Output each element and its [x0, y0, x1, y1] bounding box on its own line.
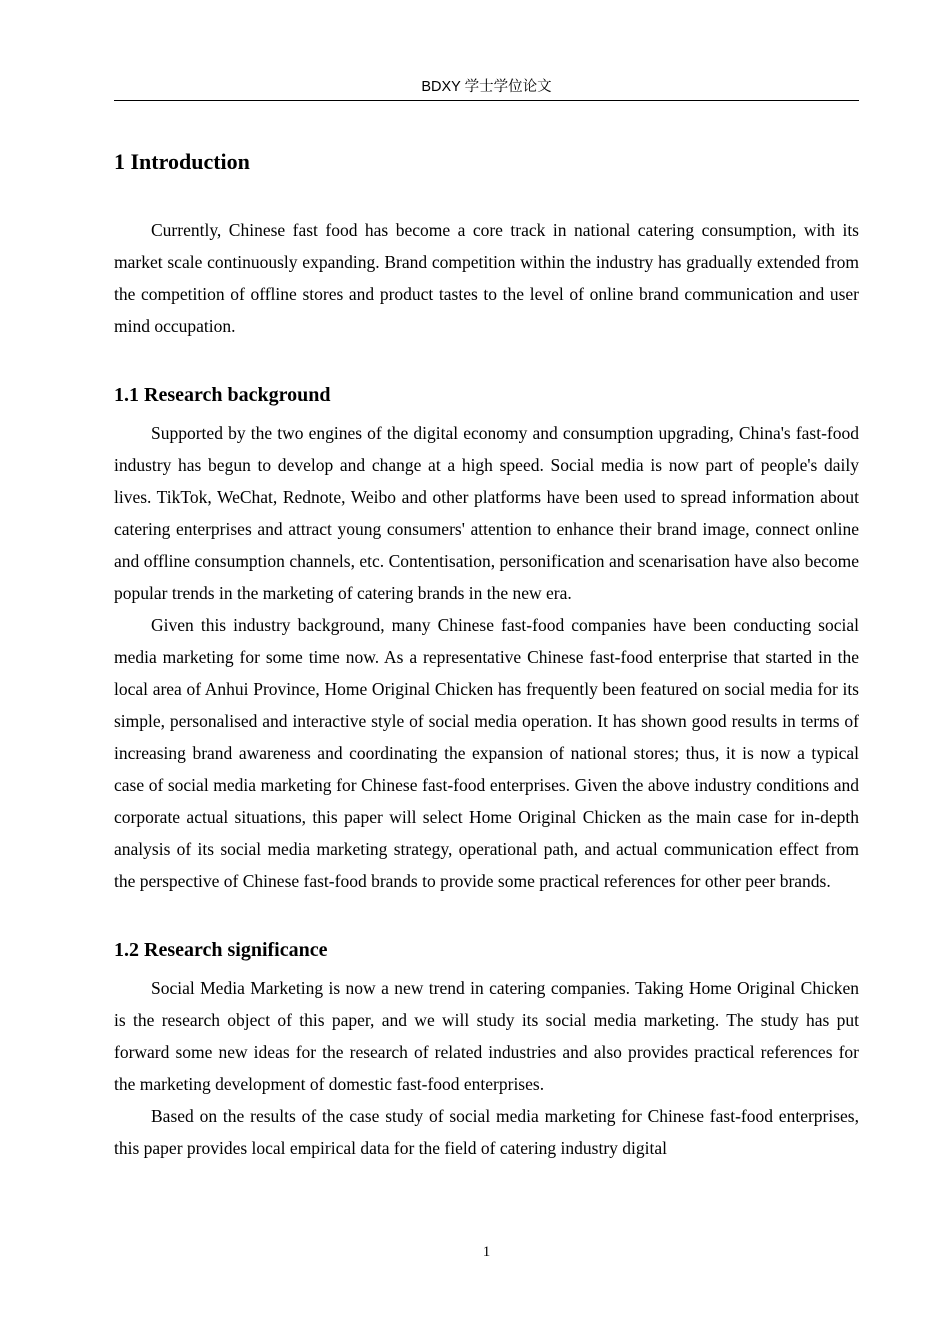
significance-paragraph-2: Based on the results of the case study of social media marketing for Chinese fast-food enterprises, this paper provides local empirical data for the field of catering industry digital	[114, 1106, 859, 1158]
background-paragraph-1: Supported by the two engines of the digital economy and consumption upgrading, China's fast-food industry has begun to develop and change at a high speed. Social media is now part of people's daily lives. TikTok, WeChat, Rednote, Weibo and other platforms have been used to spread information about catering enterprises and attract young consumers' attention to enhance their brand image, connect online and offline consumption channels, etc. Contentisation, personification and scenarisation have also become popular trends in the marketing of catering brands in the new era.	[114, 423, 859, 603]
page-body	[114, 146, 859, 1164]
page-header: BDXY 学士学位论文	[421, 79, 552, 95]
chapter-paragraph: Currently, Chinese fast food has become a core track in national catering consumption, with its market scale continuously expanding. Brand competition within the industry has gradually extended from the competition of offline stores and product tastes to the level of online brand communication and user mind occupation.	[114, 220, 859, 336]
significance-paragraph-1: Social Media Marketing is now a new trend in catering companies. Taking Home Original Chicken is the research object of this paper, and we will study its social media marketing. The study has put forward some new ideas for the research of related industries and also provides practical references for the marketing development of domestic fast-food enterprises.	[114, 978, 859, 1094]
background-paragraph-2: Given this industry background, many Chinese fast-food companies have been conducting social media marketing for some time now. As a representative Chinese fast-food enterprise that started in the local area of Anhui Province, Home Original Chicken has frequently been featured on social media for its simple, personalised and interactive style of social media operation. It has shown good results in terms of increasing brand awareness and coordinating the expansion of national stores; thus, it is now a typical case of social media marketing for Chinese fast-food enterprises. Given the above industry conditions and corporate actual situations, this paper will select Home Original Chicken as the main case for in-depth analysis of its social media marketing strategy, operational path, and actual communication effect from the perspective of Chinese fast-food brands to provide some practical references for other peer brands.	[114, 615, 859, 891]
chapter-heading: 1 Introduction	[114, 149, 250, 174]
section-heading-background: 1.1 Research background	[114, 384, 331, 406]
header-rule	[114, 100, 859, 101]
section-heading-significance: 1.2 Research significance	[114, 939, 328, 961]
page-number: 1	[482, 1244, 491, 1260]
